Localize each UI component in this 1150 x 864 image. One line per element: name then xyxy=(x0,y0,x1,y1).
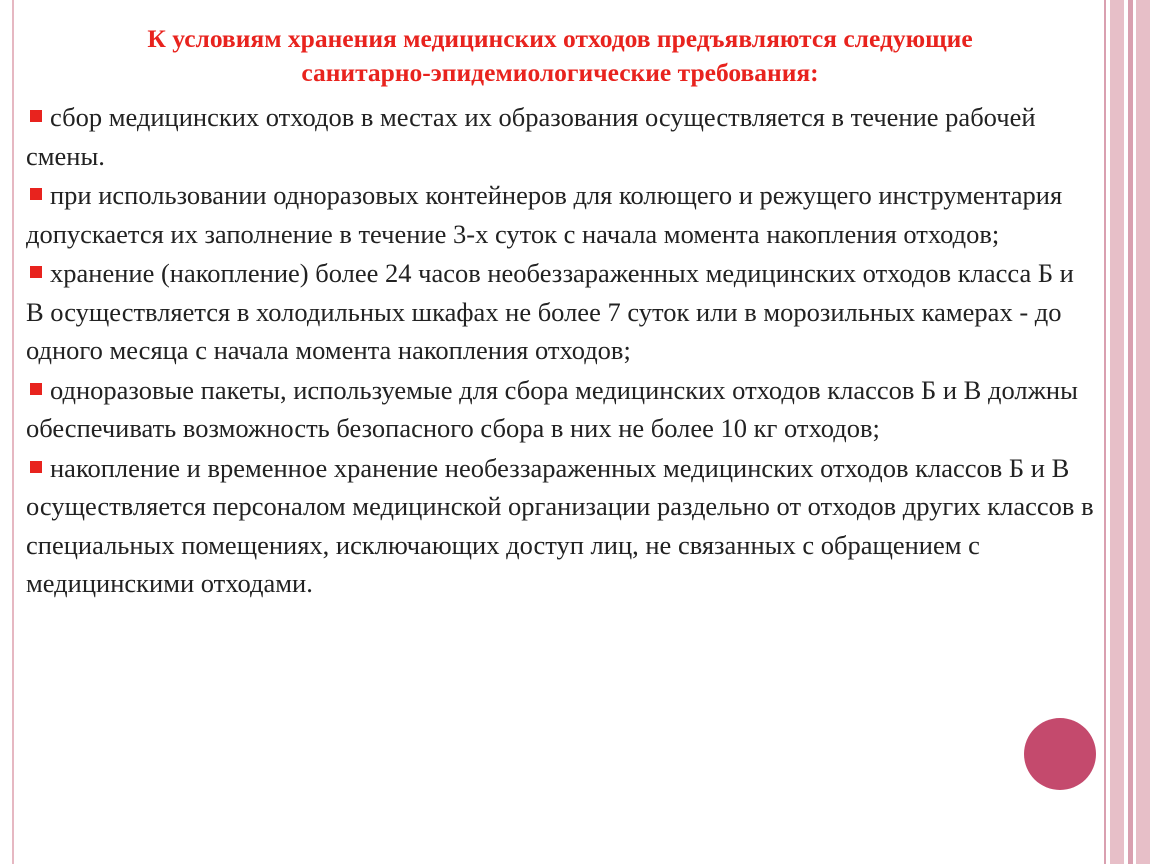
left-frame-line xyxy=(12,0,14,864)
list-item-text: накопление и временное хранение необеззараженных медицинских отходов классов Б и В осуществляется персоналом медицинской организации раздельно от отходов других классов в специальных помещениях, исключающих доступ лиц, не связанных с обращением с медицинскими отходами. xyxy=(26,452,1094,598)
slide-content xyxy=(26,22,1094,604)
slide-title xyxy=(26,22,1094,90)
right-decor-stripe xyxy=(1128,0,1133,864)
list-item xyxy=(26,371,1094,448)
list-item-text: хранение (накопление) более 24 часов необеззараженных медицинских отходов класса Б и В осуществляется в холодильных шкафах не более 7 суток или в морозильных камерах - до одного месяца с начала момента накопления отходов; xyxy=(26,258,1074,365)
slide-title-line-1: К условиям хранения медицинских отходов предъявляются следующие xyxy=(147,24,973,53)
right-decor-stripe xyxy=(1136,0,1150,864)
requirements-list xyxy=(26,98,1094,603)
bullet-square-icon xyxy=(30,110,42,122)
list-item xyxy=(26,254,1094,370)
list-item-text: при использовании одноразовых контейнеров для колющего и режущего инструментария допускается их заполнение в течение 3-х суток с начала момента накопления отходов; xyxy=(26,180,1063,249)
bullet-square-icon xyxy=(30,188,42,200)
bullet-square-icon xyxy=(30,266,42,278)
list-item-text: одноразовые пакеты, используемые для сбора медицинских отходов классов Б и В должны обеспечивать возможность безопасного сбора в них не более 10 кг отходов; xyxy=(26,374,1078,443)
list-item xyxy=(26,449,1094,603)
list-item-text: сбор медицинских отходов в местах их образования осуществляется в течение рабочей смены. xyxy=(26,102,1036,171)
decorative-circle xyxy=(1024,718,1096,790)
right-decor-stripe xyxy=(1104,0,1106,864)
bullet-square-icon xyxy=(30,383,42,395)
slide-title-line-2: санитарно-эпидемиологические требования: xyxy=(301,58,819,87)
bullet-square-icon xyxy=(30,461,42,473)
list-item xyxy=(26,176,1094,253)
list-item xyxy=(26,98,1094,175)
right-decor-stripe xyxy=(1110,0,1124,864)
